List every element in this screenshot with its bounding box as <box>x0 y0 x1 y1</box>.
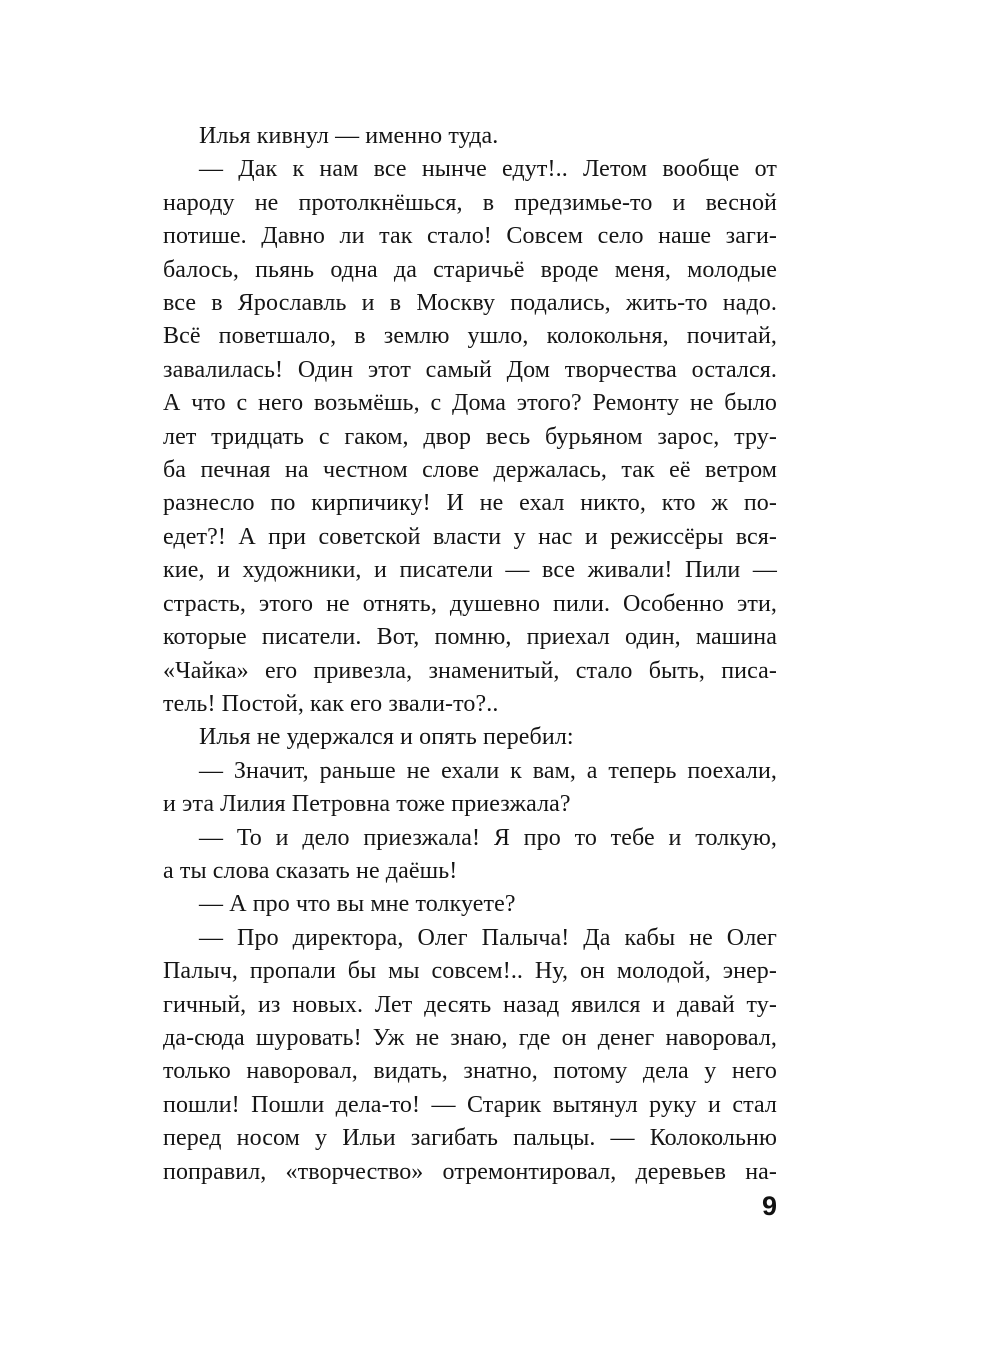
text-line: балось, пьянь одна да старичьё вроде меня, молодые <box>163 256 777 283</box>
text-line: лет тридцать с гаком, двор весь бурьяном зарос, тру- <box>163 423 777 450</box>
text-line: а ты слова сказать не даёшь! <box>163 857 458 884</box>
text-block <box>163 120 777 1189</box>
text-line: гичный, из новых. Лет десять назад явился и давай ту- <box>163 991 777 1018</box>
text-line: потише. Давно ли так стало! Совсем село наше заги- <box>163 223 777 250</box>
text-line: Палыч, пропали бы мы совсем!.. Ну, он молодой, энер- <box>163 958 777 985</box>
paragraph <box>163 922 777 1189</box>
text-line: А что с него возьмёшь, с Дома этого? Ремонту не было <box>163 390 777 417</box>
text-line: Илья не удержался и опять перебил: <box>199 724 574 751</box>
paragraph <box>163 755 777 822</box>
text-line: Всё поветшало, в землю ушло, колокольня, почитай, <box>163 323 777 350</box>
text-line: ба печная на честном слове держалась, так её ветром <box>163 457 777 484</box>
text-line: — Дак к нам все нынче едут!.. Летом вообще от <box>199 156 777 183</box>
paragraph <box>163 120 777 153</box>
text-line: Илья кивнул — именно туда. <box>199 123 499 149</box>
text-line: поправил, «творчество» отремонтировал, деревьев на- <box>163 1158 777 1185</box>
text-line: которые писатели. Вот, помню, приехал один, машина <box>163 624 777 651</box>
text-line: только наворовал, видать, знатно, потому дела у него <box>163 1058 777 1085</box>
text-line: и эта Лилия Петровна тоже приезжала? <box>163 791 571 818</box>
text-line: — Про директора, Олег Палыча! Да кабы не Олег <box>199 924 777 951</box>
paragraph <box>163 822 777 889</box>
text-line: завалилась! Один этот самый Дом творчества остался. <box>163 356 777 383</box>
text-line: все в Ярославль и в Москву подались, жить-то надо. <box>163 290 777 317</box>
text-line: пошли! Пошли дела-то! — Старик вытянул руку и стал <box>163 1091 777 1118</box>
text-line: перед носом у Ильи загибать пальцы. — Колокольню <box>163 1125 777 1152</box>
text-line: тель! Постой, как его звали-то?.. <box>163 690 499 717</box>
paragraph <box>163 153 777 721</box>
text-line: кие, и художники, и писатели — все живали! Пили — <box>163 557 777 584</box>
paragraph <box>163 888 777 921</box>
text-line: «Чайка» его привезла, знаменитый, стало быть, писа- <box>163 657 777 684</box>
text-line: народу не протолкнёшься, в предзимье-то и весной <box>163 189 777 216</box>
text-line: — А про что вы мне толкуете? <box>199 891 516 918</box>
paragraph <box>163 721 777 754</box>
text-line: да-сюда шуровать! Уж не знаю, где он денег наворовал, <box>163 1024 777 1051</box>
text-line: — То и дело приезжала! Я про то тебе и толкую, <box>199 824 777 851</box>
text-line: — Значит, раньше не ехали к вам, а теперь поехали, <box>199 757 777 784</box>
text-line: страсть, этого не отнять, душевно пили. Особенно эти, <box>163 590 777 617</box>
text-line: разнесло по кирпичику! И не ехал никто, кто ж по- <box>163 490 777 517</box>
page-number: 9 <box>761 1191 777 1221</box>
text-line: едет?! А при советской власти у нас и режиссёры вся- <box>163 523 777 550</box>
